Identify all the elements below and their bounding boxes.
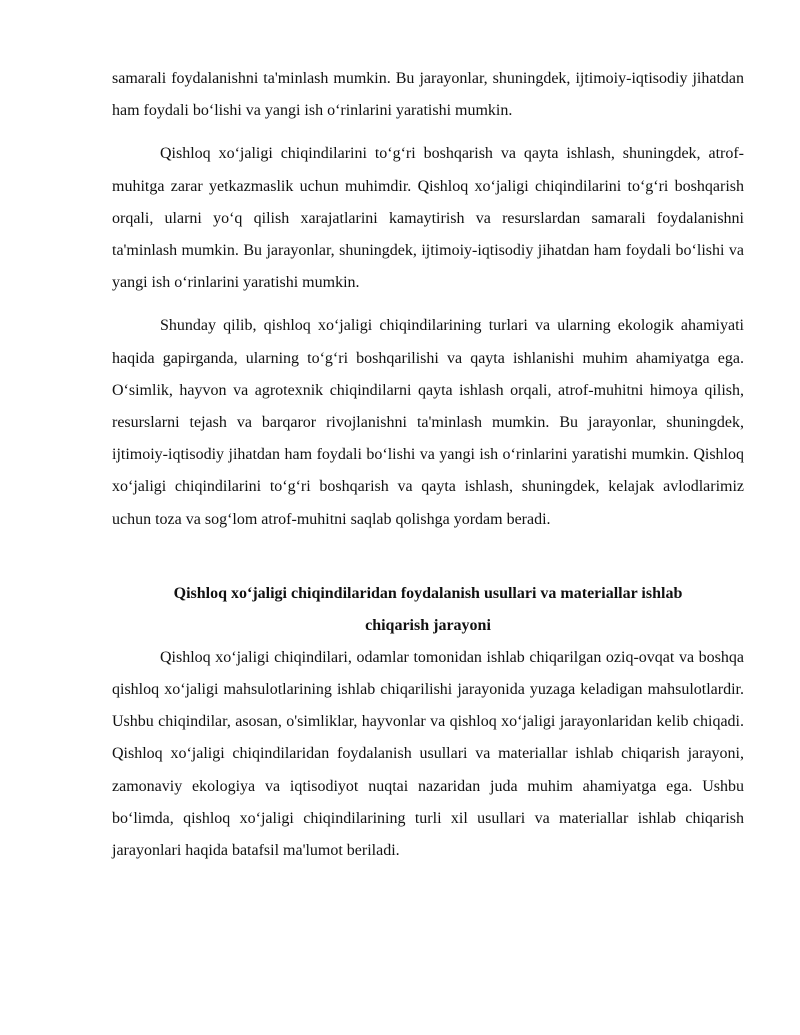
paragraph-waste-management: Qishloq xoʻjaligi chiqindilarini toʻgʻri boshqarish va qayta ishlash, shuningdek, atrof-muhitga zarar yetkazmaslik uchun muhimdir. Qishloq xoʻjaligi chiqindilarini toʻgʻri boshqarish orqali, ularni yoʻq qilish xarajatlarini kamaytirish va resurslardan samarali foydalanishni ta'minlash mumkin. Bu jarayonlar, shuningdek, ijtimoiy-iqtisodiy jihatdan ham foydali boʻlishi va yangi ish oʻrinlarini yaratishi mumkin. (112, 145, 744, 292)
paragraph-conclusion: Shunday qilib, qishloq xoʻjaligi chiqindilarining turlari va ularning ekologik ahamiyati haqida gapirganda, ularning toʻgʻri boshqarilishi va qayta ishlanishi muhim ahamiyatga ega. Oʻsimlik, hayvon va agrotexnik chiqindilarni qayta ishlash orqali, atrof-muhitni himoya qilish, resurslarni tejash va barqaror rivojlanishni ta'minlash mumkin. Bu jarayonlar, shuningdek, ijtimoiy-iqtisodiy jihatdan ham foydali boʻlishi va yangi ish oʻrinlarini yaratishi mumkin. Qishloq xoʻjaligi chiqindilarini toʻgʻri boshqarish va qayta ishlash, shuningdek, kelajak avlodlarimiz uchun toza va sogʻlom atrof-muhitni saqlab qolishga yordam beradi. (112, 317, 744, 528)
paragraph-section-intro: Qishloq xoʻjaligi chiqindilari, odamlar tomonidan ishlab chiqarilgan oziq-ovqat va boshqa qishloq xoʻjaligi mahsulotlarining ishlab chiqarilishi jarayonida yuzaga keladigan mahsulotlardir. Ushbu chiqindilar, asosan, o'simliklar, hayvonlar va qishloq xoʻjaligi jarayonlaridan kelib chiqadi. Qishloq xoʻjaligi chiqindilaridan foydalanish usullari va materiallar ishlab chiqarish jarayoni, zamonaviy ekologiya va iqtisodiyot nuqtai nazaridan juda muhim ahamiyatga ega. Ushbu boʻlimda, qishloq xoʻjaligi chiqindilarining turli xil usullari va materiallar ishlab chiqarish jarayonlari haqida batafsil ma'lumot beriladi. (112, 648, 744, 860)
section-heading-line-1: Qishloq xoʻjaligi chiqindilaridan foydalanish usullari va materiallar ishlab (173, 584, 683, 602)
section-heading (112, 578, 744, 642)
document-page (112, 63, 744, 878)
paragraph-continuation: samarali foydalanishni ta'minlash mumkin. Bu jarayonlar, shuningdek, ijtimoiy-iqtisodiy jihatdan ham foydali boʻlishi va yangi ish oʻrinlarini yaratishi mumkin. (112, 70, 744, 120)
section-heading-line-2: chiqarish jarayoni (365, 616, 491, 634)
